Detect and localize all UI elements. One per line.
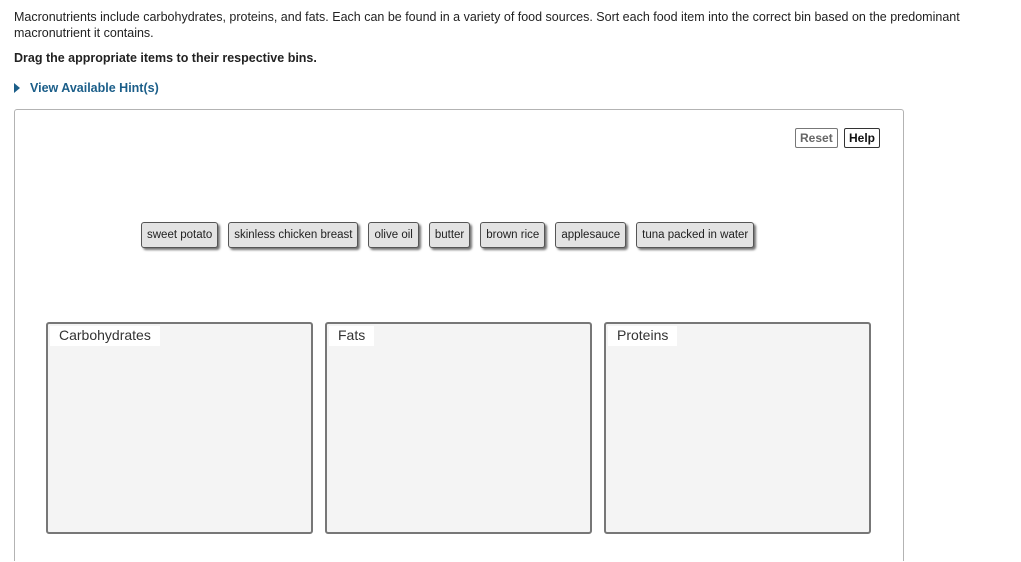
view-hints-label: View Available Hint(s)	[30, 81, 159, 95]
drag-item-brown-rice[interactable]: brown rice	[480, 222, 545, 248]
bin-label-carbohydrates: Carbohydrates	[50, 326, 160, 346]
reset-button[interactable]: Reset	[795, 128, 838, 148]
caret-right-icon	[14, 83, 20, 93]
item-pool	[141, 222, 754, 248]
drag-item-skinless-chicken-breast[interactable]: skinless chicken breast	[228, 222, 358, 248]
drag-item-tuna-packed-in-water[interactable]: tuna packed in water	[636, 222, 754, 248]
drag-item-applesauce[interactable]: applesauce	[555, 222, 626, 248]
bin-fats[interactable]	[325, 322, 592, 534]
instruction-text: Drag the appropriate items to their respective bins.	[14, 51, 317, 65]
drag-item-olive-oil[interactable]: olive oil	[368, 222, 418, 248]
drag-drop-panel	[14, 109, 904, 561]
help-button[interactable]: Help	[844, 128, 880, 148]
bin-carbohydrates[interactable]	[46, 322, 313, 534]
bin-label-proteins: Proteins	[608, 326, 677, 346]
question-text: Macronutrients include carbohydrates, proteins, and fats. Each can be found in a variety of food sources. Sort each food item into the correct bin based on the predominant macronutrient it contains.	[14, 10, 960, 40]
drag-item-butter[interactable]: butter	[429, 222, 470, 248]
bin-proteins[interactable]	[604, 322, 871, 534]
view-hints-toggle[interactable]	[14, 81, 159, 95]
drag-item-sweet-potato[interactable]: sweet potato	[141, 222, 218, 248]
bin-label-fats: Fats	[329, 326, 374, 346]
